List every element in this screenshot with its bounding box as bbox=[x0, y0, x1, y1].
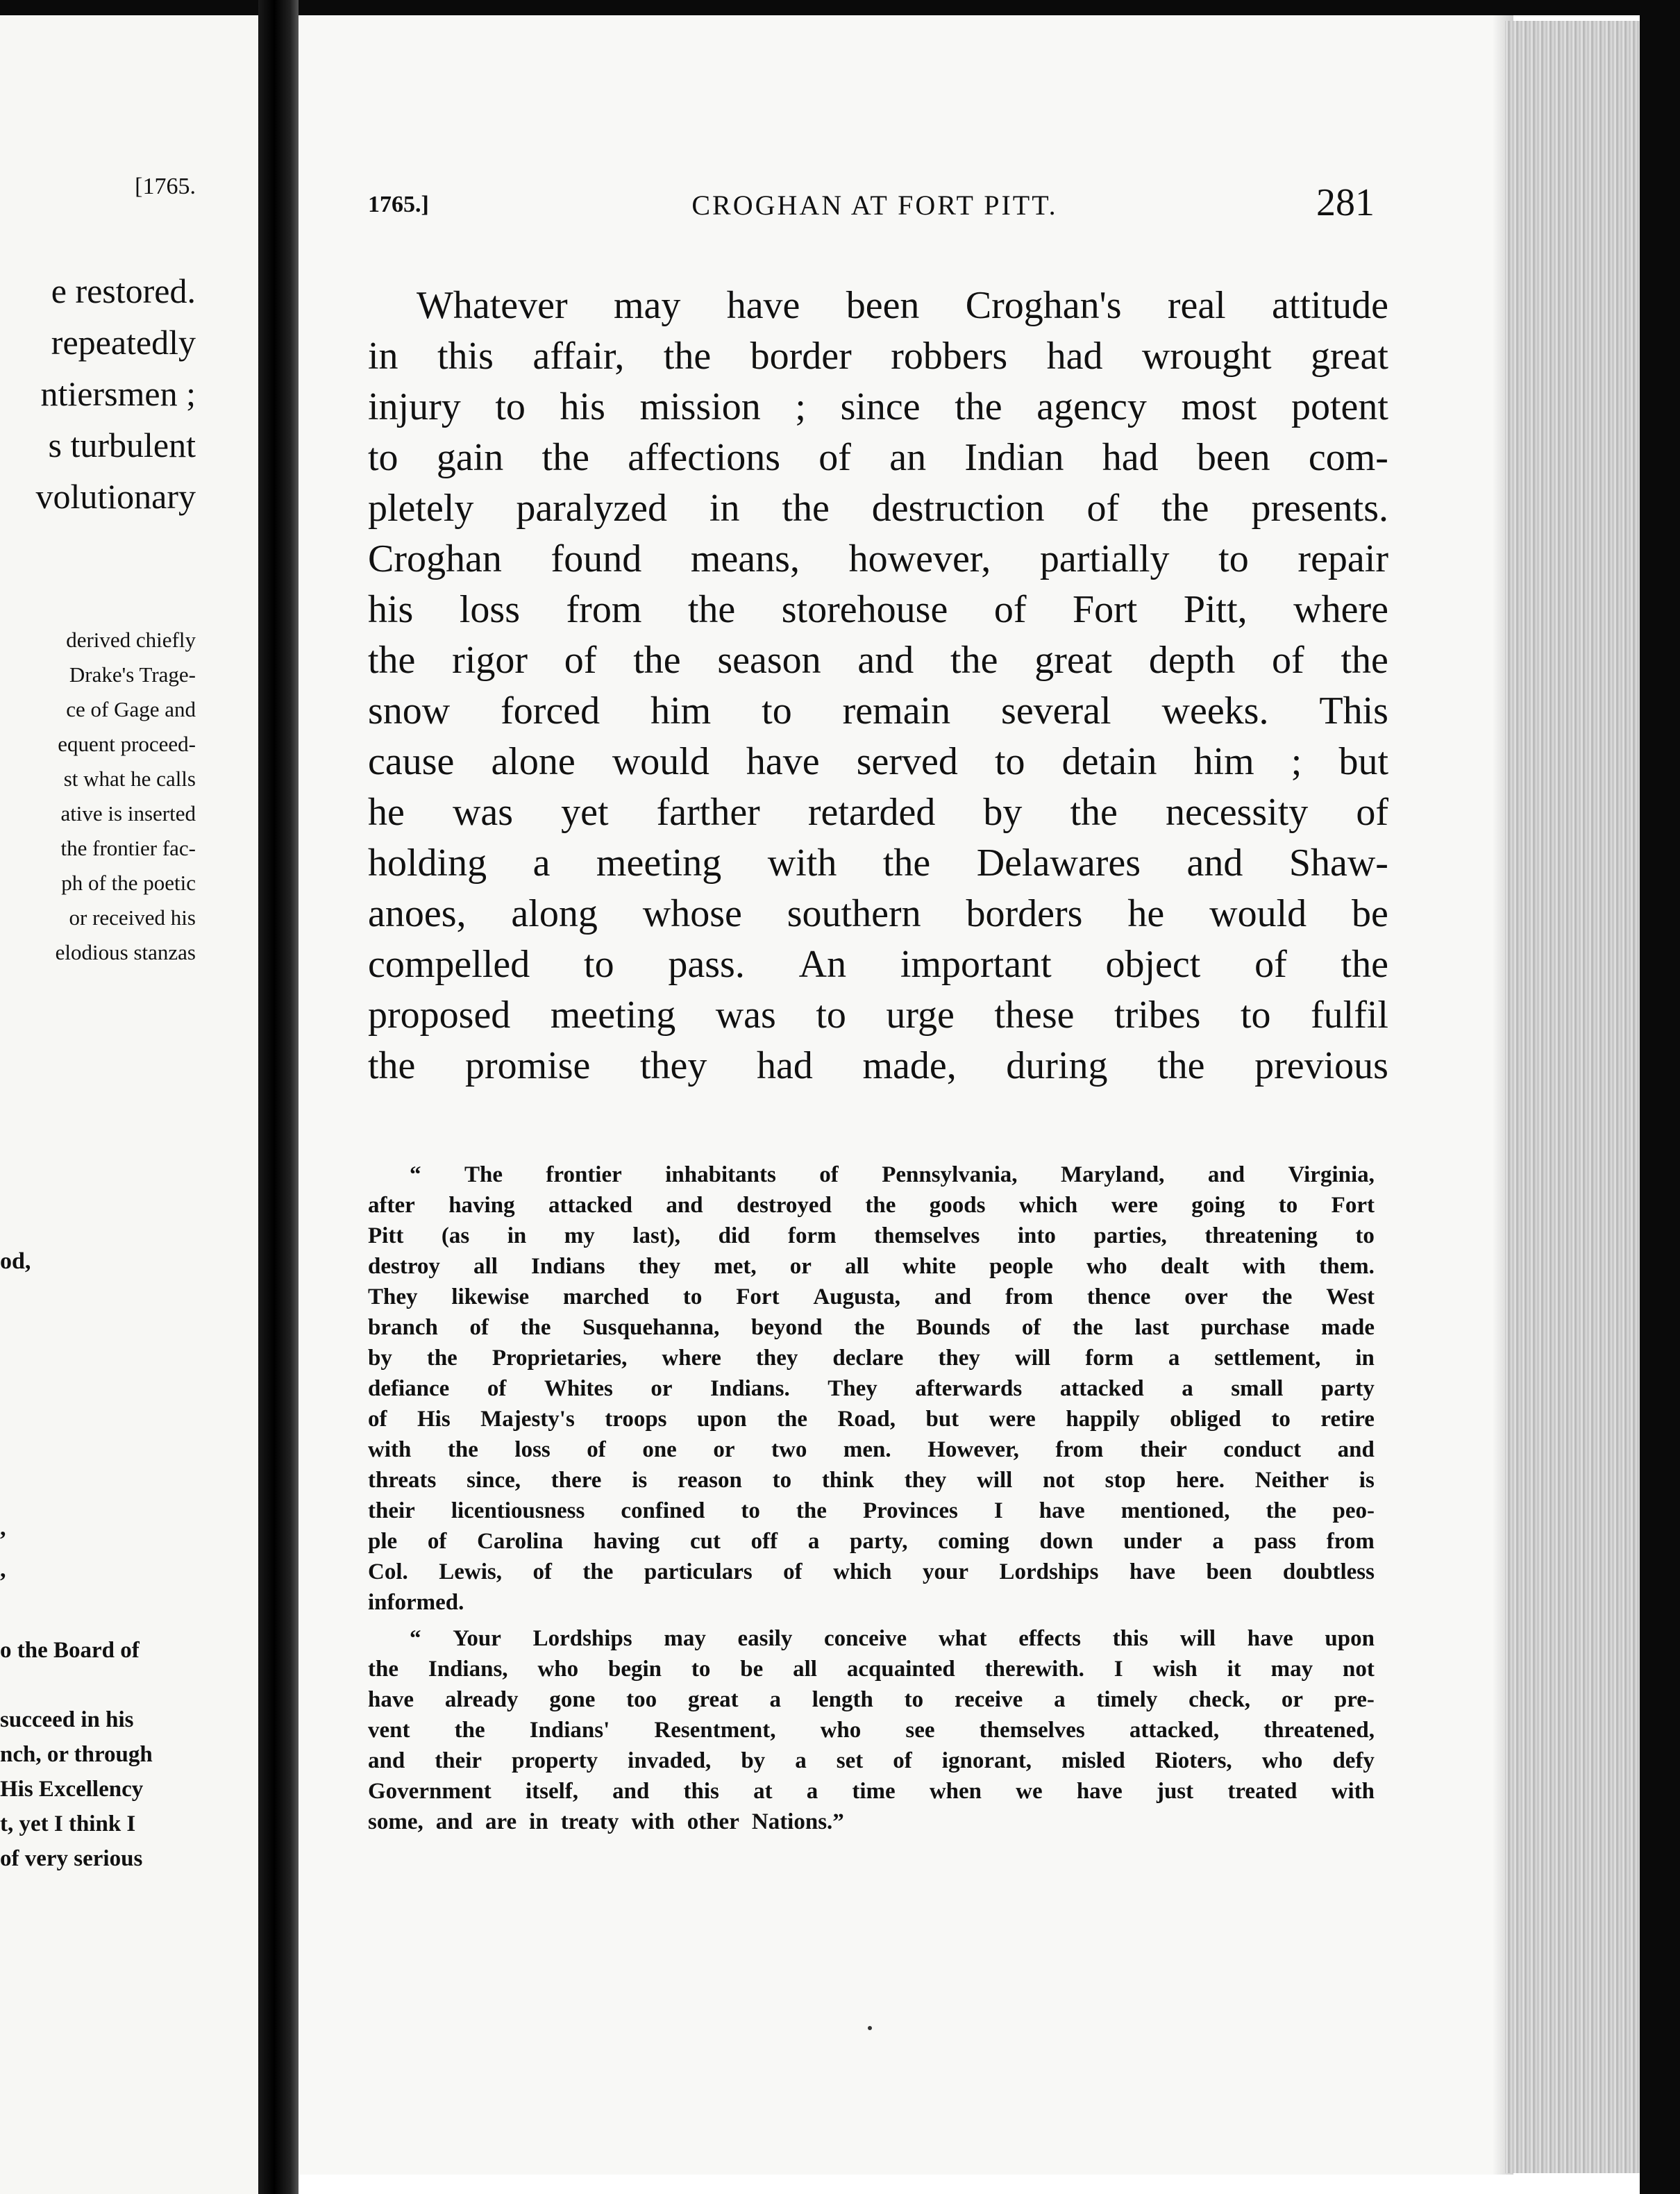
body-line: cause alone would have served to detain him ; but bbox=[368, 740, 1388, 783]
previous-page-body bbox=[35, 265, 196, 522]
body-line: in this affair, the border robbers had wrought great bbox=[368, 335, 1388, 378]
book-gutter bbox=[258, 0, 299, 2194]
previous-page-footnote-line: Drake's Trage- bbox=[69, 662, 196, 687]
previous-page-footnote-line: st what he calls bbox=[63, 767, 196, 791]
footnote-line: They likewise marched to Fort Augusta, and from thence over the West bbox=[368, 1284, 1375, 1309]
previous-page-footnote-line: elodious stanzas bbox=[55, 940, 196, 964]
footnote-line: “ Your Lordships may easily conceive what effects this will have upon bbox=[410, 1626, 1375, 1651]
footnote-line: vent the Indians' Resentment, who see themselves attacked, threatened, bbox=[368, 1718, 1375, 1743]
previous-page-fragment-comma: , bbox=[0, 1515, 6, 1541]
footnote-line: ple of Carolina having cut off a party, coming down under a pass from bbox=[368, 1529, 1375, 1554]
body-line: snow forced him to remain several weeks. This bbox=[368, 689, 1388, 732]
previous-page-bottom-text bbox=[0, 1633, 153, 1876]
previous-page-bottom-line: nch, or through bbox=[0, 1742, 153, 1767]
body-line: to gain the affections of an Indian had been com- bbox=[368, 436, 1388, 479]
footnote-line: informed. bbox=[368, 1590, 464, 1615]
previous-page-bottom-line: succeed in his bbox=[0, 1707, 134, 1732]
previous-page-bottom-line: of very serious bbox=[0, 1846, 143, 1871]
running-header bbox=[368, 181, 1381, 229]
footnote-line: Government itself, and this at a time when we have just treated with bbox=[368, 1779, 1375, 1804]
footnote bbox=[368, 1159, 1375, 1837]
footnote-line: “ The frontier inhabitants of Pennsylvania, Maryland, and Virginia, bbox=[410, 1162, 1375, 1187]
previous-page-fragment-comma: , bbox=[0, 1557, 6, 1582]
footnote-line: and their property invaded, by a set of ignorant, misled Rioters, who defy bbox=[368, 1748, 1375, 1773]
previous-page-footnote-line: derived chiefly bbox=[66, 628, 196, 652]
footnote-line: Pitt (as in my last), did form themselves into parties, threatening to bbox=[368, 1223, 1375, 1248]
page-number: 281 bbox=[1316, 181, 1375, 224]
body-line: compelled to pass. An important object of the bbox=[368, 943, 1388, 986]
body-line: his loss from the storehouse of Fort Pitt, where bbox=[368, 588, 1388, 631]
body-line: the promise they had made, during the previous bbox=[368, 1044, 1388, 1087]
previous-page-line: volutionary bbox=[35, 477, 196, 516]
previous-page-footnote-line: or received his bbox=[69, 905, 196, 930]
footnote-line: have already gone too great a length to receive a timely check, or pre- bbox=[368, 1687, 1375, 1712]
previous-page-line: ntiersmen ; bbox=[40, 374, 196, 413]
footnote-line: with the loss of one or two men. However, from their conduct and bbox=[368, 1437, 1375, 1462]
book-page-edges bbox=[1505, 21, 1640, 2173]
footnote-line: Col. Lewis, of the particulars of which your Lordships have been doubtless bbox=[368, 1559, 1375, 1584]
scan-border-top bbox=[0, 0, 1680, 15]
footnote-line: the Indians, who begin to be all acquainted therewith. I wish it may not bbox=[368, 1657, 1375, 1682]
footnote-line: after having attacked and destroyed the goods which were going to Fort bbox=[368, 1193, 1375, 1218]
body-line: holding a meeting with the Delawares and Shaw- bbox=[368, 841, 1388, 885]
previous-page-footnote-line: the frontier fac- bbox=[60, 836, 196, 860]
body-line: Croghan found means, however, partially to repair bbox=[368, 537, 1388, 580]
previous-page-footnote-line: ph of the poetic bbox=[61, 871, 196, 895]
previous-page-header: [1765. bbox=[135, 174, 196, 199]
body-line: proposed meeting was to urge these tribes to fulfil bbox=[368, 994, 1388, 1037]
header-title: CROGHAN AT FORT PITT. bbox=[691, 190, 1058, 221]
previous-page-bottom-line: t, yet I think I bbox=[0, 1811, 136, 1836]
previous-page-line: repeatedly bbox=[51, 323, 196, 362]
body-line: Whatever may have been Croghan's real attitude bbox=[417, 284, 1388, 327]
previous-page-fragment-od: od, bbox=[0, 1248, 31, 1274]
previous-page-bottom-line: His Excellency bbox=[0, 1777, 144, 1802]
header-year: 1765.] bbox=[368, 192, 429, 217]
previous-page-footnote-line: ative is inserted bbox=[60, 801, 196, 826]
paragraph-gap bbox=[368, 1618, 1375, 1623]
body-line: pletely paralyzed in the destruction of the presents. bbox=[368, 487, 1388, 530]
body-paragraph bbox=[368, 280, 1388, 1091]
page-281 bbox=[299, 15, 1505, 2175]
scan-border-right bbox=[1640, 0, 1680, 2194]
body-line: anoes, along whose southern borders he would be bbox=[368, 892, 1388, 935]
footnote-line: branch of the Susquehanna, beyond the Bounds of the last purchase made bbox=[368, 1315, 1375, 1340]
footnote-line: some, and are in treaty with other Nations.” bbox=[368, 1809, 844, 1834]
previous-page-bottom-line: o the Board of bbox=[0, 1638, 140, 1663]
body-line: he was yet farther retarded by the necessity of bbox=[368, 791, 1388, 834]
scan-speck bbox=[868, 2026, 872, 2030]
previous-page-footnote bbox=[56, 623, 196, 970]
footnote-line: defiance of Whites or Indians. They afterwards attacked a small party bbox=[368, 1376, 1375, 1401]
footnote-line: threats since, there is reason to think they will not stop here. Neither is bbox=[368, 1468, 1375, 1493]
footnote-line: destroy all Indians they met, or all white people who dealt with them. bbox=[368, 1254, 1375, 1279]
previous-page-bottom-line bbox=[0, 1668, 153, 1702]
footnote-line: of His Majesty's troops upon the Road, but were happily obliged to retire bbox=[368, 1407, 1375, 1432]
body-line: injury to his mission ; since the agency most potent bbox=[368, 385, 1388, 428]
footnote-line: by the Proprietaries, where they declare they will form a settlement, in bbox=[368, 1346, 1375, 1371]
previous-page-footnote-line: equent proceed- bbox=[58, 732, 196, 756]
footnote-line: their licentiousness confined to the Provinces I have mentioned, the peo- bbox=[368, 1498, 1375, 1523]
body-line: the rigor of the season and the great depth of the bbox=[368, 639, 1388, 682]
previous-page-footnote-line: ce of Gage and bbox=[66, 697, 196, 721]
previous-page-line: e restored. bbox=[51, 271, 196, 310]
previous-page-fragment bbox=[0, 15, 258, 2194]
previous-page-line: s turbulent bbox=[48, 426, 196, 464]
